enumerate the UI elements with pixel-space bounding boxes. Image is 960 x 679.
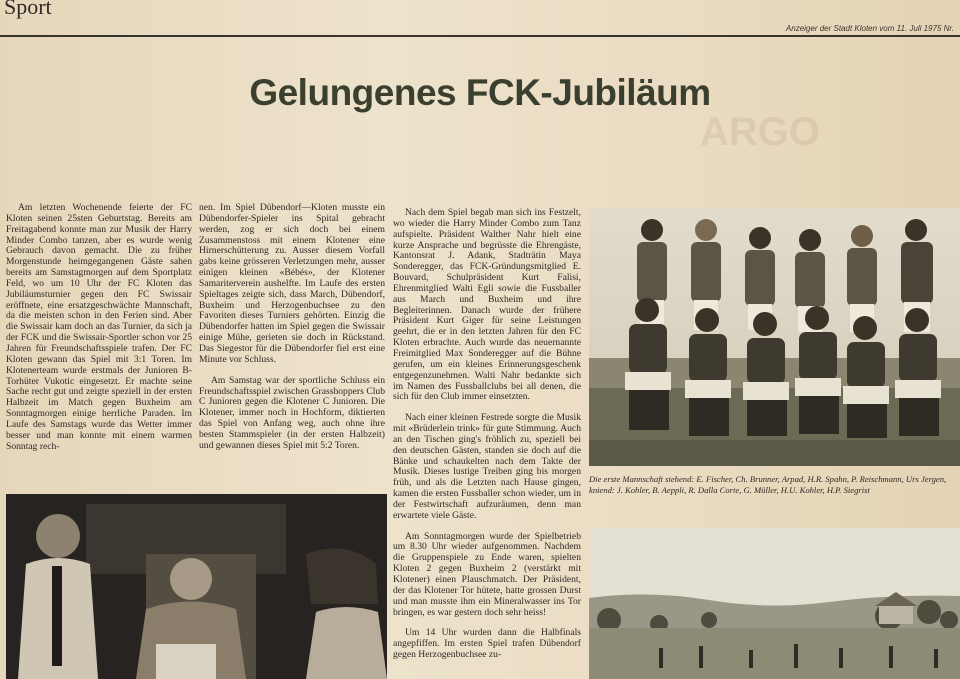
team-photo — [589, 208, 960, 466]
paragraph: Um 14 Uhr wurden dann die Halbfinals angepfiffen. Im ersten Spiel trafen Dübendorf gegen Herzogenbuchsee zu- — [393, 627, 581, 661]
paragraph: Am Samstag war der sportliche Schluss ein Freundschaftsspiel zwischen Grasshoppers Club C Junioren gegen die Klotener C Junioren. Die Klotener, immer noch in Hochform, diktierten das Spiel von Anfang weg, auch ohne ihre besten Stammspieler (in der ersten Halbzeit) und gewannen dieses Spiel mit 5:2 Toren. — [199, 374, 385, 451]
header-rule — [0, 35, 960, 37]
paragraph: Am Sonntagmorgen wurde der Spielbetrieb um 8.30 Uhr wieder aufgenommen. Nachdem die Gruppenspiele zu Ende waren, spielten Kloten 2 gegen Buxheim 2 (verstärkt mit Klotener) einen Plauschmatch. Der Präsident, der das Klotener Tor hütete, hatte grossen Durst und man musste ihm ein Mineralwasser ins Tor bringen, es war gestern doch sehr heiss! — [393, 530, 581, 618]
article-headline: Gelungenes FCK-Jubiläum — [249, 72, 711, 113]
article-column-3 — [393, 208, 581, 661]
team-photo-caption: Die erste Mannschaft stehend: E. Fischer, Ch. Brunner, Arpad, H.R. Spahn, P. Reischmann, Urs Jergen, kniend: J. Kohler, B. Aeppli, R. Dalla Corte, G. Müller, H.U. Kohler, H.P. Siegrist — [589, 474, 947, 495]
article-column-2 — [199, 203, 385, 452]
masthead-line: Anzeiger der Stadt Kloten vom 11. Juli 1975 Nr. — [785, 24, 954, 33]
paragraph: Nach einer kleinen Festrede sorgte die Musik mit «Brüderlein trink» für gute Stimmung. Auch an den Tischen ging's fröhlich zu, speziell bei den deutschen Gästen, standen sie doch auf die Bänke und schaukelten nach dem Takte der Musik. Dieses lustige Treiben ging bis morgen früh, und als die Letzten nach Hause gingen, kamen die ersten Fussballer schon wieder, um in der Festwirtschaft aufzuräumen, denn man erwartete viele Gäste. — [393, 412, 581, 521]
bleed-through-shadow: ARGO — [700, 110, 820, 154]
football-field-photo — [589, 528, 960, 679]
section-title: Sport — [4, 0, 52, 19]
article-column-1 — [6, 203, 192, 452]
paragraph: Nach dem Spiel begab man sich ins Festzelt, wo wieder die Harry Minder Combo zum Tanz aufspielte. Präsident Walther Nahr hielt eine kurze Ansprache und begrüsste die Ehrengäste, Kantonsrat J. Adank, Stadträtin Maya Sonderegger, das FCK-Gründungsmitglied E. Bouvard, Schulpräsident Kurt Falisi, Ehrenmitglied Walti Egli sowie die Fussballer aus March und Buxheim und ihre Begleiterinnen. Danach wurde der frühere Präsident Kurt Giger für seine Leistungen geehrt, die er in den letzten Jahren für den FC Kloten erbrachte. Auch wurde das neuernannte Freimitglied Max Sonderegger auf die Bühne gerufen, um ein kleines Erinnerungsgeschenk entgegenzunehmen. Walti Nahr bedankte sich im Namen des Fussballclubs bei all denen, die sich für den Club immer einsetzten. — [393, 207, 581, 403]
ceremony-photo — [6, 494, 387, 679]
paragraph: nen. Im Spiel Dübendorf—Kloten musste ein Dübendorfer-Spieler ins Spital gebracht werden, zog er sich doch bei einem Zusammenstoss mit einem Klotener eine Hirnerschütterung zu. Ausser diesem Vorfall gabs keine grösseren Verletzungen mehr, ausser einigen kleinen «Bébés», der Klotener Samariterverein aushelfte. Im Laufe des ersten Spieltages zeigte sich, dass March, Dübendorf, Buxheim und Herzogenbuchsee zu den Favoriten dieses Turniers gehörten. Einzig die Dübendorfer hatten im Spiel gegen die Swissair einige Mühe, gerieten sie doch in Rückstand. Das Siegestor für die Dübendorfer fiel erst eine Minute vor Schluss. — [199, 202, 385, 365]
paragraph: Am letzten Wochenende feierte der FC Kloten seinen 25sten Geburtstag. Bereits am Freitagabend konnte man zur Musik der Harry Minder Combo tanzen, aber es wurde wenig Gebrauch davon gemacht. Die zu früher Morgenstunde heimgegangenen Gäste sahen bereits am Samstagmorgen auf dem Sportplatz Feld, wo um 10 Uhr der FC Kloten das Jubiläumsturnier gegen den FC Swissair eröffnete, eine ersatzgeschwächte Mannschaft, da die meisten schon in den Ferien sind. Aber die Swissair kam doch an das Turnier, da sich ja der FCK und die Swissair-Sportler schon vor 25 Jahren für Freundschaftsspiele trafen. Der FC Kloten gewann das Spiel mit 3:1 Toren. Im Klotenerteam wurde erstmals der Junioren B-Torhüter Vukotic eingesetzt. Er machte seine Sache recht gut und zeigte speziell in der ersten Halbzeit im Match gegen Buxheim am Sonntagmorgen einige herrliche Paraden. Im Laufe des Samstags wurde das Wetter immer besser und man konnte mit einem warmen Sonntag rech- — [6, 202, 192, 452]
